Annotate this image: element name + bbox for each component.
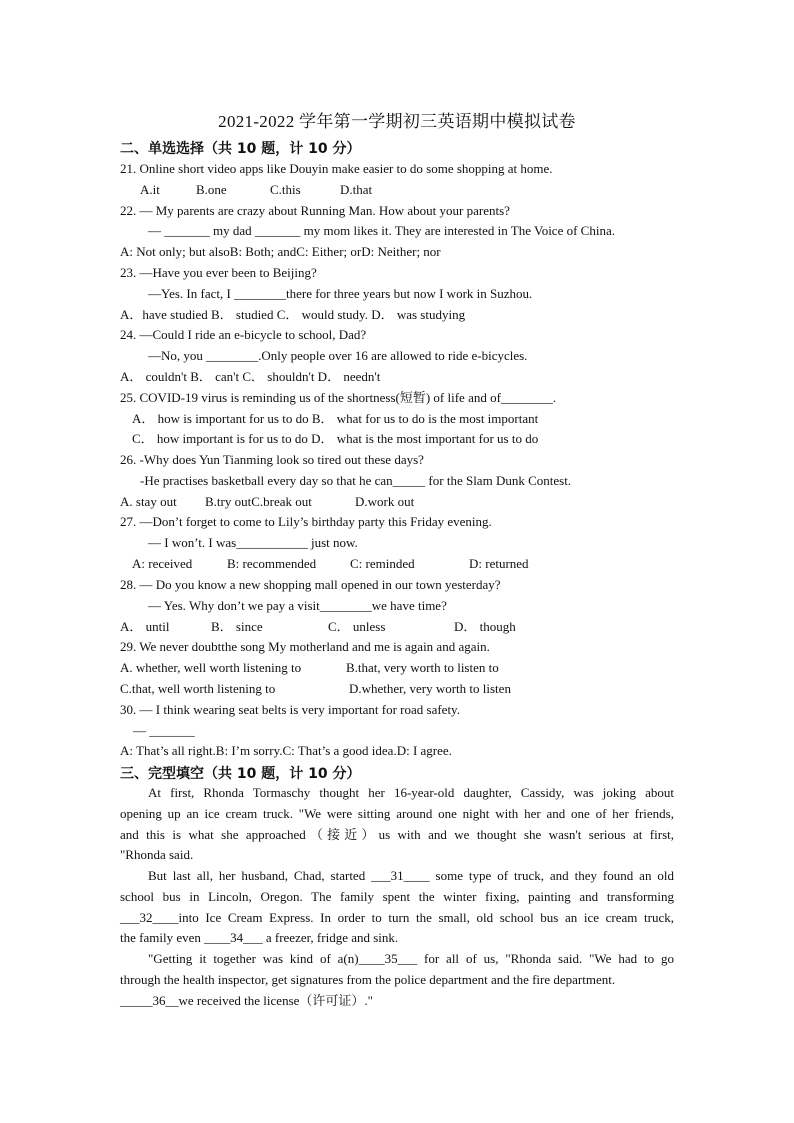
question-29-option-d: D.whether, very worth to listen (349, 681, 511, 696)
question-29-option-b: B.that, very worth to listen to (346, 660, 499, 675)
question-21-option-d: D.that (340, 182, 373, 197)
cloze-paragraph-3-line: through the health inspector, get signatures from the police department and the fire department. (120, 972, 616, 987)
question-24-stem: 24. —Could I ride an e-bicycle to school, Dad? (120, 327, 367, 342)
question-25-options-ab: A． how is important for us to do B． what for us to do is the most important (132, 411, 539, 426)
cloze-paragraph-3-line: "Getting it together was kind of a(n)____35___ for all of us, "Rhonda said. "We had to go (148, 951, 674, 966)
question-26-stem: 26. -Why does Yun Tianming look so tired out these days? (120, 452, 424, 467)
question-28-option-a: A． until (120, 619, 170, 634)
cloze-paragraph-1-line: and this is what she approached（接近）us with and we thought she wasn't serious at first, (120, 827, 674, 842)
question-22-options: A: Not only; but alsoB: Both; andC: Either; orD: Neither; nor (120, 244, 441, 259)
question-27-option-a: A: received (132, 556, 193, 571)
question-21-option-b: B.one (196, 182, 227, 197)
question-26-line2: -He practises basketball every day so that he can_____ for the Slam Dunk Contest. (140, 473, 572, 488)
cloze-paragraph-3-line: _____36__we received the license（许可证）." (120, 993, 373, 1008)
cloze-paragraph-1-line: At first, Rhonda Tormaschy thought her 16-year-old daughter, Cassidy, was joking about (148, 785, 674, 800)
question-29-option-a: A. whether, well worth listening to (120, 660, 302, 675)
question-25-stem: 25. COVID-19 virus is reminding us of the shortness(短暂) of life and of________. (120, 390, 557, 405)
cloze-paragraph-2-line: But last all, her husband, Chad, started ___31____ some type of truck, and they found an old (148, 868, 674, 883)
question-30-options: A: That’s all right.B: I’m sorry.C: That’s a good idea.D: I agree. (120, 743, 452, 758)
question-23-line2: —Yes. In fact, I ________there for three years but now I work in Suzhou. (148, 286, 533, 301)
question-28-option-d: D． though (454, 619, 516, 634)
cloze-paragraph-2-line: school bus in Lincoln, Oregon. The family spent the winter fixing, painting and transforming (120, 889, 674, 904)
question-22-line2: — _______ my dad _______ my mom likes it. They are interested in The Voice of China. (148, 223, 615, 238)
question-28-stem: 28. — Do you know a new shopping mall opened in our town yesterday? (120, 577, 501, 592)
question-27-option-d: D: returned (469, 556, 529, 571)
question-27-option-b: B: recommended (227, 556, 317, 571)
section-heading-single-choice: 二、单选选择（共 10 题，计 10 分） (120, 141, 361, 157)
question-21-option-a: A.it (140, 182, 160, 197)
page-title: 2021-2022 学年第一学期初三英语期中模拟试卷 (218, 112, 576, 131)
question-26-option-bc: B.try outC.break out (205, 494, 312, 509)
cloze-paragraph-2-line: the family even ____34___ a freezer, fridge and sink. (120, 930, 399, 945)
question-21-option-c: C.this (270, 182, 301, 197)
question-24-line2: —No, you ________.Only people over 16 are allowed to ride e-bicycles. (148, 348, 528, 363)
question-23-options: A．have studied B． studied C． would study. D． was studying (120, 307, 466, 322)
question-25-options-cd: C． how important is for us to do D． what is the most important for us to do (132, 431, 539, 446)
cloze-paragraph-2-line: ___32____into Ice Cream Express. In order to turn the small, old school bus an ice cream truck, (120, 910, 674, 925)
section-heading-cloze: 三、完型填空（共 10 题，计 10 分） (120, 766, 361, 782)
question-21-stem: 21. Online short video apps like Douyin make easier to do some shopping at home. (120, 161, 553, 176)
question-28-line2: — Yes. Why don’t we pay a visit________we have time? (148, 598, 447, 613)
question-22-stem: 22. — My parents are crazy about Running Man. How about your parents? (120, 203, 510, 218)
question-27-line2: — I won’t. I was___________ just now. (148, 535, 358, 550)
question-30-line2: — _______ (133, 723, 195, 738)
question-27-option-c: C: reminded (350, 556, 415, 571)
question-30-stem: 30. — I think wearing seat belts is very important for road safety. (120, 702, 460, 717)
question-24-options: A． couldn't B． can't C． shouldn't D． needn't (120, 369, 381, 384)
cloze-paragraph-1-line: opening up an ice cream truck. "We were sitting around one night with her and one of her friends, (120, 806, 674, 821)
question-26-option-d: D.work out (355, 494, 415, 509)
question-28-option-b: B． since (211, 619, 263, 634)
question-29-option-c: C.that, well worth listening to (120, 681, 276, 696)
question-26-option-a: A. stay out (120, 494, 177, 509)
question-27-stem: 27. —Don’t forget to come to Lily’s birthday party this Friday evening. (120, 514, 492, 529)
question-29-stem: 29. We never doubtthe song My motherland and me is again and again. (120, 639, 490, 654)
question-28-option-c: C． unless (328, 619, 386, 634)
cloze-paragraph-1-line: "Rhonda said. (120, 847, 194, 862)
question-23-stem: 23. —Have you ever been to Beijing? (120, 265, 317, 280)
